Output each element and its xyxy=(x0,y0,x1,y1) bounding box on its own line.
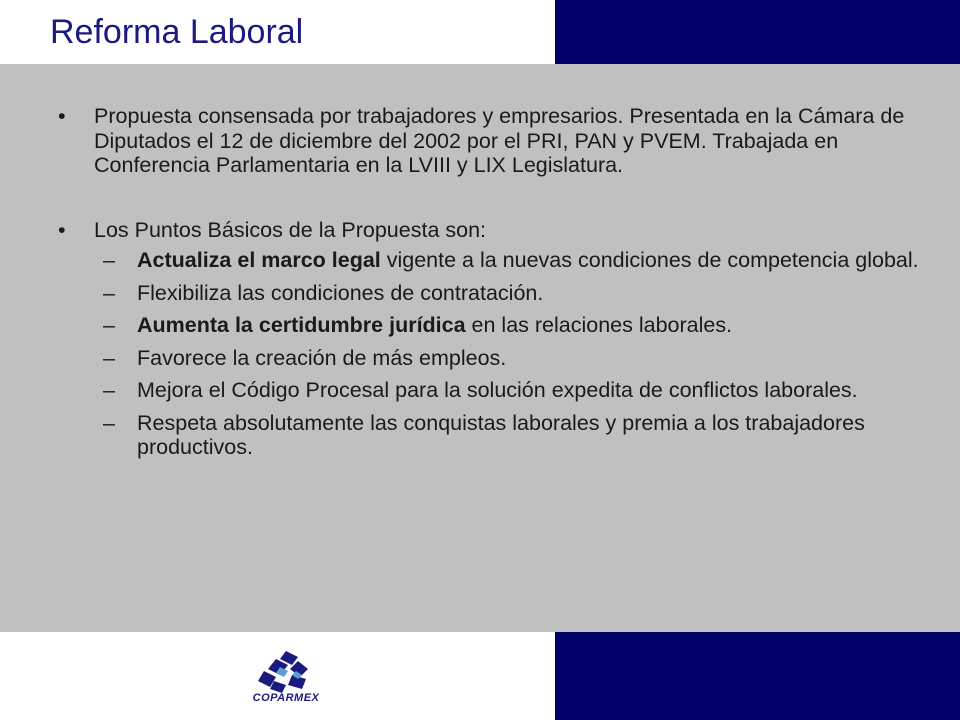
subpoint-bold: Aumenta la certidumbre jurídica xyxy=(137,313,466,337)
subpoint-item xyxy=(0,248,927,273)
subpoint-item xyxy=(0,313,927,338)
top-right-banner xyxy=(555,0,960,64)
subpoint-text: Mejora el Código Procesal para la solución expedita de conflictos laborales. xyxy=(137,378,858,402)
sub-mark: – xyxy=(103,313,115,337)
subpoint-item xyxy=(0,281,927,306)
subpoint-text: en las relaciones laborales. xyxy=(465,313,733,337)
bullet-text: Los Puntos Básicos de la Propuesta son: xyxy=(94,217,487,242)
bottom-right-banner xyxy=(555,632,960,720)
sub-mark: – xyxy=(103,248,115,272)
slide-content xyxy=(0,104,960,460)
subpoint-text: Respeta absolutamente las conquistas laborales y premia a los trabajadores productivos. xyxy=(137,410,865,459)
bullet-mark: • xyxy=(58,217,66,242)
coparmex-logo-icon xyxy=(236,645,336,715)
bullet-mark: • xyxy=(58,104,66,128)
subpoint-item xyxy=(0,346,927,371)
bullet-item xyxy=(0,104,914,178)
sub-mark: – xyxy=(103,378,115,402)
bullet-item xyxy=(0,218,914,243)
sub-mark: – xyxy=(103,410,115,435)
logo-text: COPARMEX xyxy=(252,692,320,704)
subpoint-text: Flexibiliza las condiciones de contratación. xyxy=(137,280,544,305)
subpoint-bold: Actualiza el marco legal xyxy=(137,248,381,272)
sub-mark: – xyxy=(103,345,115,370)
sub-mark: – xyxy=(103,280,115,305)
subpoint-text: vigente a la nuevas condiciones de competencia global. xyxy=(380,248,919,272)
subpoint-item xyxy=(0,378,927,403)
subpoint-text: Favorece la creación de más empleos. xyxy=(137,345,507,370)
slide-title: Reforma Laboral xyxy=(50,13,304,51)
bullet-text: Propuesta consensada por trabajadores y empresarios. Presentada en la Cámara de Diputados el 12 de diciembre del 2002 por el PRI, PAN y PVEM. Trabajada en Conferencia Parlamentaria en la LVIII y LIX Legislatura. xyxy=(94,104,905,177)
subpoint-item xyxy=(0,411,927,460)
